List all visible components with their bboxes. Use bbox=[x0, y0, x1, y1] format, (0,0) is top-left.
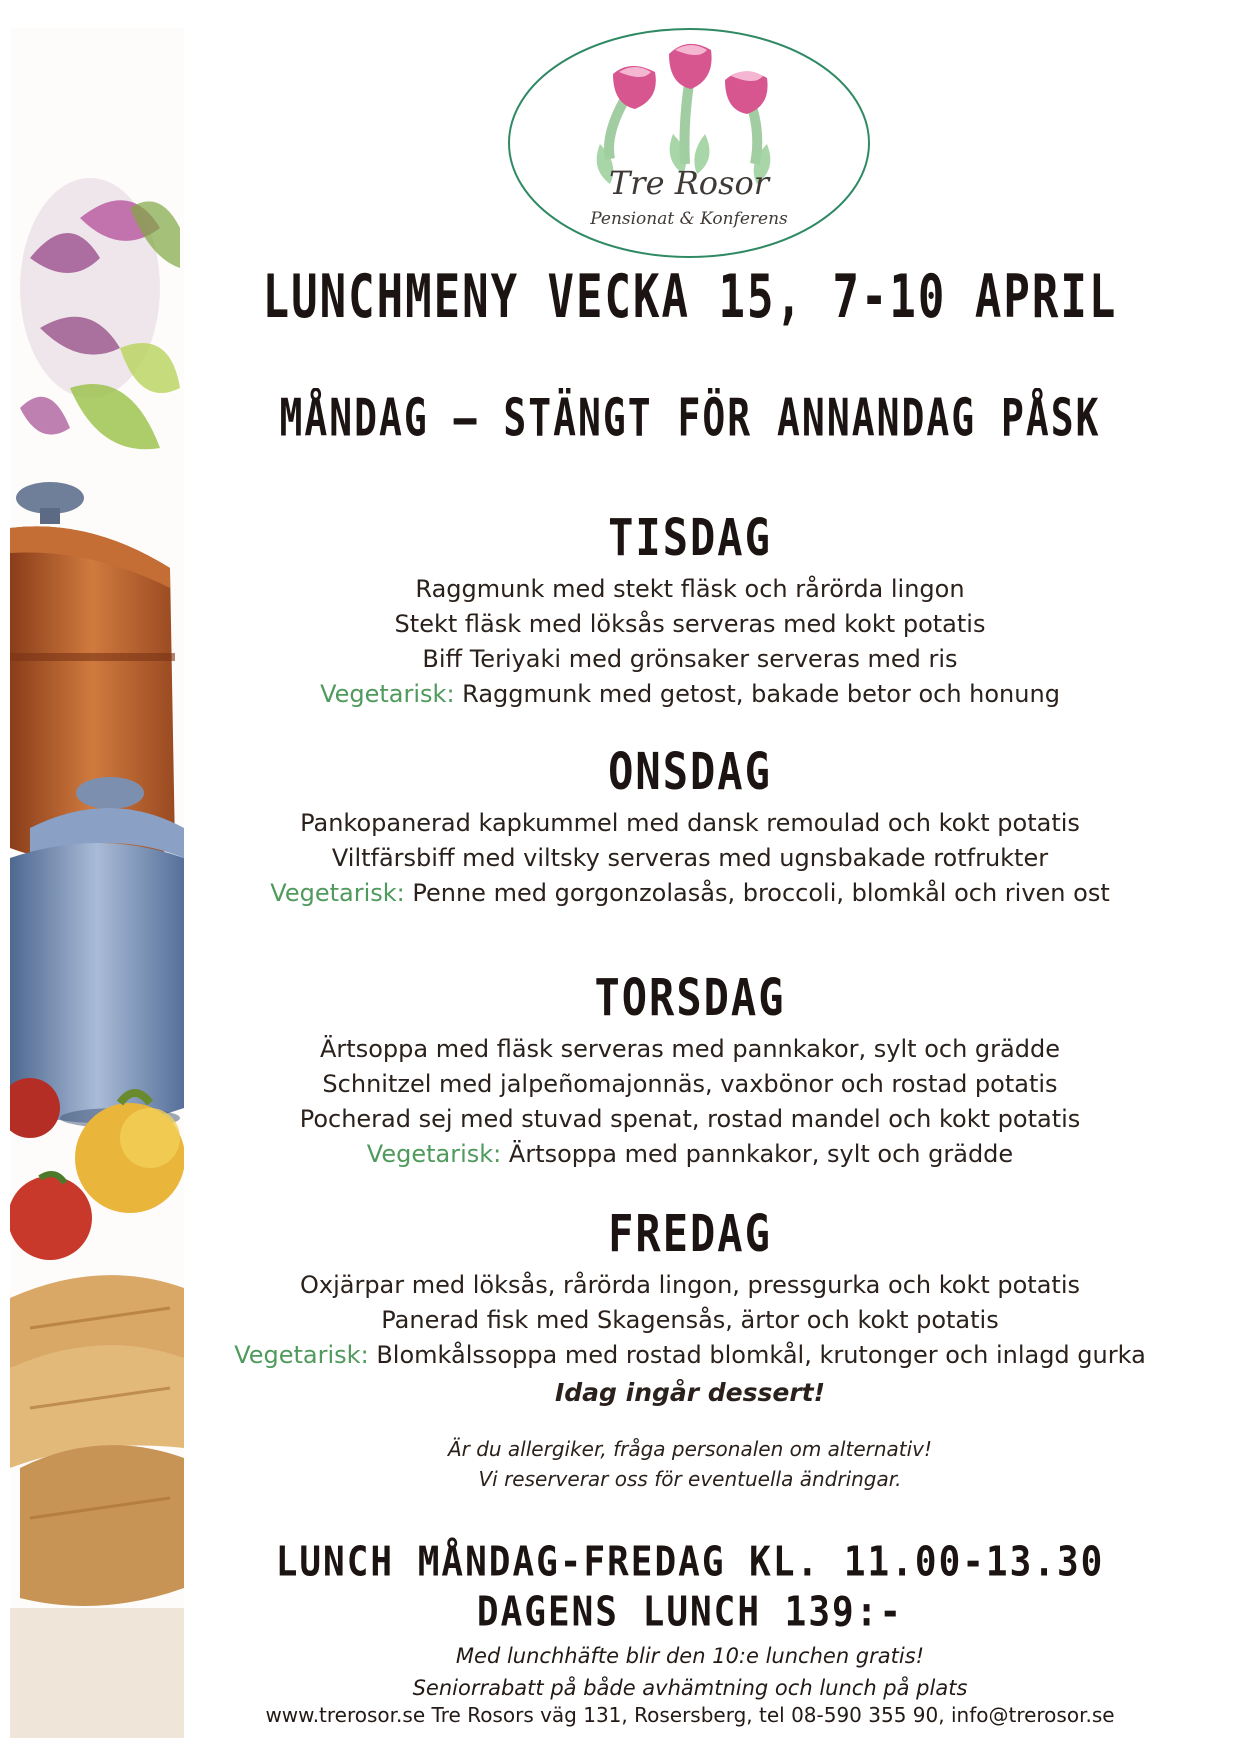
dish-item: Pocherad sej med stuvad spenat, rostad mandel och kokt potatis bbox=[299, 1105, 1081, 1133]
vegetarian-dish-text: Penne med gorgonzolasås, broccoli, blomkål och riven ost bbox=[412, 879, 1110, 907]
lunch-price: DAGENS LUNCH 139:- bbox=[476, 1588, 904, 1636]
dish-item: Raggmunk med stekt fläsk och rårörda lingon bbox=[415, 575, 965, 603]
day-name: TISDAG bbox=[608, 508, 772, 567]
day-wednesday bbox=[190, 742, 1190, 911]
vegetarian-dish bbox=[190, 876, 1190, 911]
bread-icon bbox=[10, 1275, 184, 1738]
dish-item: Ärtsoppa med fläsk serveras med pannkakor, sylt och grädde bbox=[320, 1035, 1060, 1063]
dish-item: Viltfärsbiff med viltsky serveras med ugnsbakade rotfrukter bbox=[331, 844, 1049, 872]
vegetarian-dish-text: Ärtsoppa med pannkakor, sylt och grädde bbox=[508, 1140, 1014, 1168]
vegetarian-dish bbox=[190, 677, 1190, 712]
dish-item: Oxjärpar med löksås, rårörda lingon, pressgurka och kokt potatis bbox=[299, 1271, 1081, 1299]
day-friday bbox=[190, 1204, 1190, 1411]
day-name: TORSDAG bbox=[594, 968, 786, 1027]
dessert-note: Idag ingår dessert! bbox=[554, 1378, 826, 1407]
coupon-note: Med lunchhäfte blir den 10:e lunchen gratis! bbox=[455, 1644, 925, 1668]
monday-notice: MÅNDAG – STÄNGT FÖR ANNANDAG PÅSK bbox=[279, 388, 1101, 448]
day-name: FREDAG bbox=[608, 1204, 772, 1263]
menu-title: LUNCHMENY VECKA 15, 7-10 APRIL bbox=[262, 263, 1118, 332]
changes-note: Vi reserverar oss för eventuella ändringar. bbox=[478, 1467, 902, 1491]
notes bbox=[190, 1434, 1190, 1494]
logo-subtitle: Pensionat & Konferens bbox=[590, 209, 788, 229]
vegetarian-label: Vegetarisk: bbox=[270, 879, 405, 907]
dish-item: Schnitzel med jalpeñomajonnäs, vaxbönor och rostad potatis bbox=[322, 1070, 1058, 1098]
dish-item: Panerad fisk med Skagensås, ärtor och kokt potatis bbox=[381, 1306, 999, 1334]
vegetarian-dish-text: Raggmunk med getost, bakade betor och honung bbox=[462, 680, 1060, 708]
logo bbox=[505, 24, 873, 262]
vegetarian-dish-text: Blomkålssoppa med rostad blomkål, krutonger och inlagd gurka bbox=[376, 1341, 1146, 1369]
vegetarian-label: Vegetarisk: bbox=[320, 680, 455, 708]
allergy-note: Är du allergiker, fråga personalen om alternativ! bbox=[447, 1437, 933, 1461]
vegetarian-dish bbox=[190, 1338, 1190, 1373]
flower-bouquet-icon bbox=[20, 178, 180, 449]
dish-item: Stekt fläsk med löksås serveras med kokt potatis bbox=[394, 610, 986, 638]
vegetarian-label: Vegetarisk: bbox=[234, 1341, 369, 1369]
vegetarian-label: Vegetarisk: bbox=[366, 1140, 502, 1168]
vegetarian-dish bbox=[190, 1137, 1190, 1172]
day-tuesday bbox=[190, 508, 1190, 712]
decorative-watercolor-strip bbox=[10, 28, 184, 1738]
logo-title: Tre Rosor bbox=[608, 164, 770, 202]
dish-item: Pankopanerad kapkummel med dansk remoulad och kokt potatis bbox=[300, 809, 1080, 837]
senior-discount-note: Seniorrabatt på både avhämtning och lunch på plats bbox=[412, 1676, 968, 1700]
lunch-hours: LUNCH MÅNDAG-FREDAG KL. 11.00-13.30 bbox=[275, 1538, 1105, 1586]
day-name: ONSDAG bbox=[608, 742, 772, 801]
blue-pot-icon bbox=[10, 777, 184, 1128]
footer-contact: www.trerosor.se Tre Rosors väg 131, Rosersberg, tel 08-590 355 90, info@trerosor.se bbox=[265, 1703, 1115, 1727]
dish-item: Biff Teriyaki med grönsaker serveras med ris bbox=[422, 645, 958, 673]
day-thursday bbox=[190, 968, 1190, 1172]
